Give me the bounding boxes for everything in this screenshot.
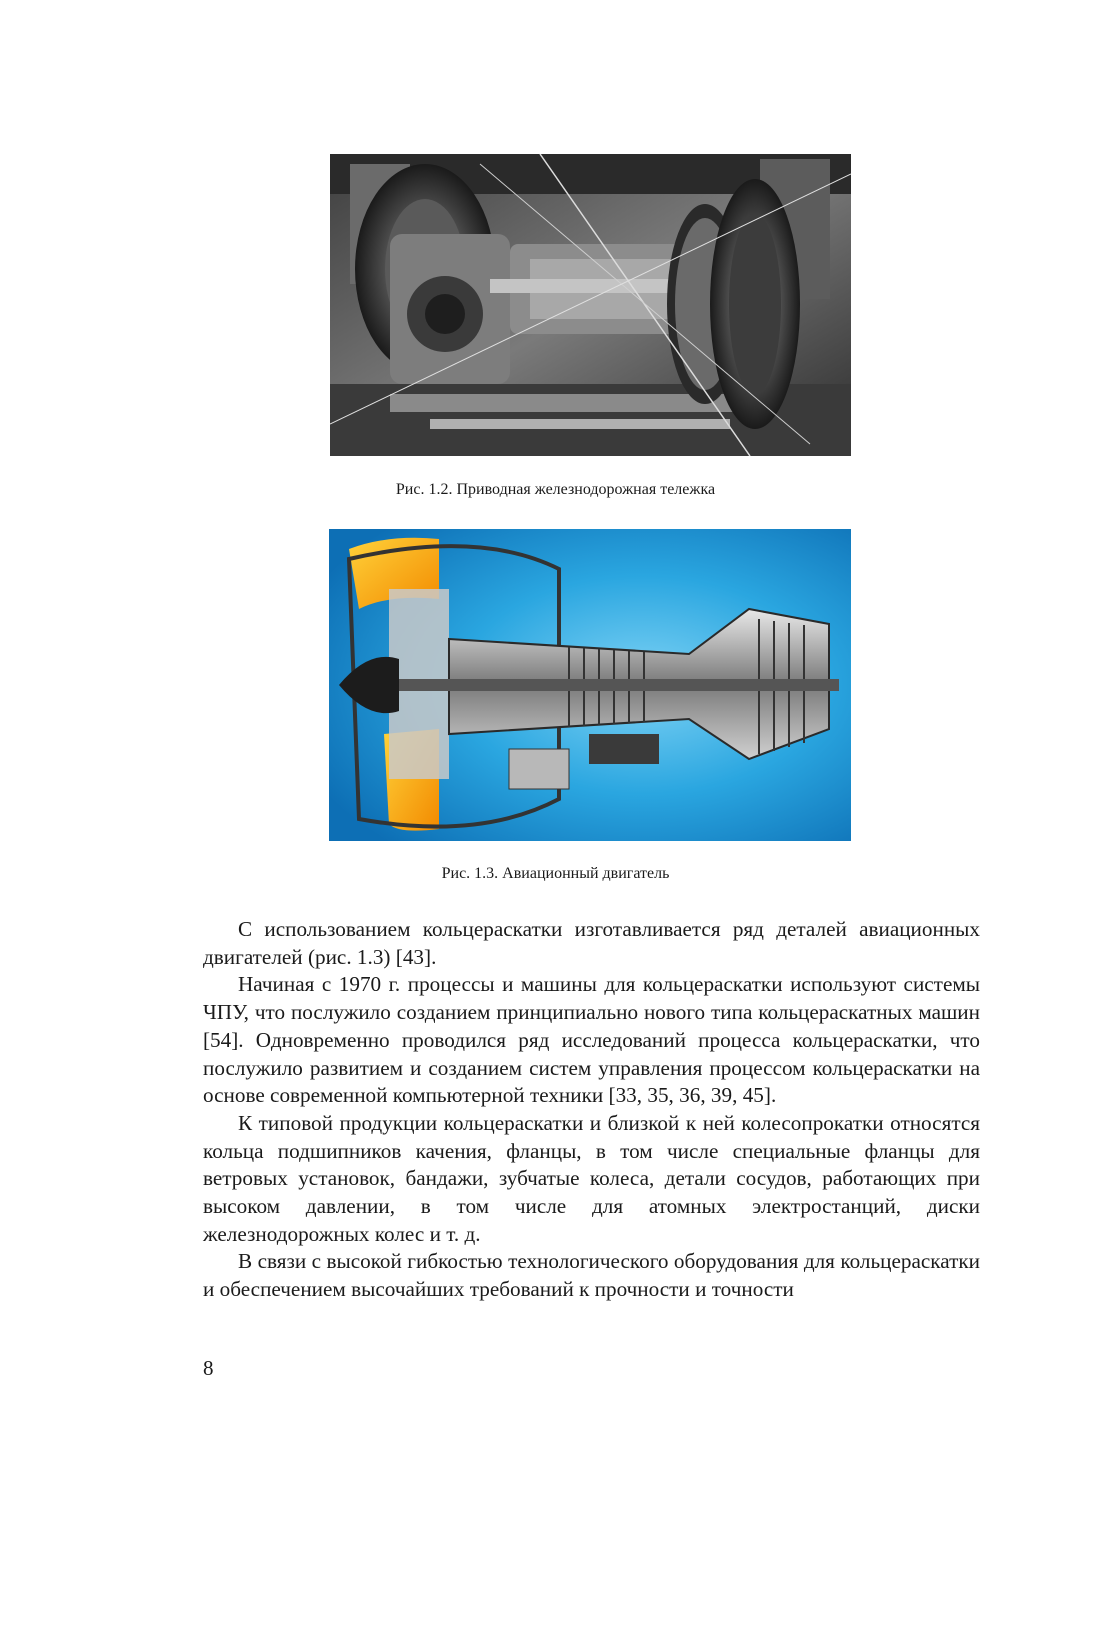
- railway-bogie-image: [330, 154, 851, 456]
- figure-1-3-caption: Рис. 1.3. Авиационный двигатель: [441, 865, 670, 882]
- body-text: [203, 916, 980, 1304]
- paragraph: К типовой продукции кольцераскатки и близкой к ней колесопрокатки относятся кольца подшипников качения, фланцы, в том числе специальные фланцы для ветровых установок, бандажи, зубчатые колеса, детали сосудов, работающих при высоком давлении, в том числе для атомных электростанций, диски железнодорожных колес и т. д.: [203, 1110, 980, 1246]
- figure-railway-bogie-photo: [330, 154, 851, 456]
- figure-aircraft-engine-illustration: [329, 529, 851, 841]
- paragraph: С использованием кольцераскатки изготавливается ряд деталей авиационных двигателей (рис. 1.3) [43].: [203, 917, 980, 969]
- page-number: 8: [203, 1356, 214, 1380]
- paragraph: Начиная с 1970 г. процессы и машины для кольцераскатки используют системы ЧПУ, что послужило созданием принципиально нового типа кольцераскатных машин [54]. Одновременно проводился ряд исследований процесса кольцераскатки, что послужило развитием и созданием систем управления процессом кольцераскатки на основе современной компьютерной техники [33, 35, 36, 39, 45].: [203, 972, 980, 1108]
- aircraft-engine-image: [329, 529, 851, 841]
- figure-1-2-caption: Рис. 1.2. Приводная железнодорожная тележка: [395, 481, 716, 498]
- paragraph: В связи с высокой гибкостью технологического оборудования для кольцераскатки и обеспечением высочайших требований к прочности и точности: [203, 1249, 980, 1302]
